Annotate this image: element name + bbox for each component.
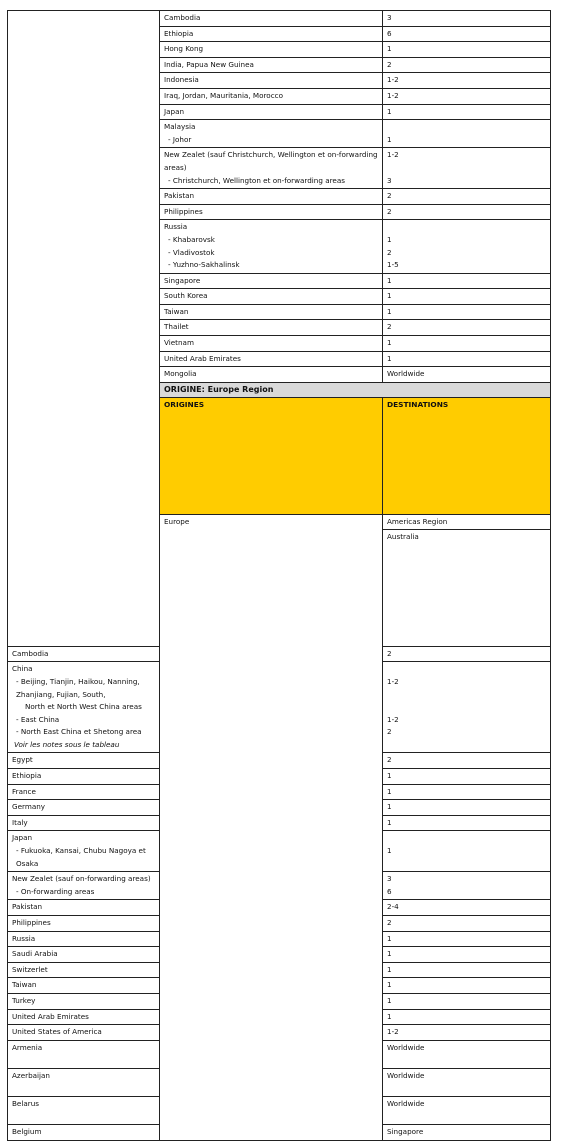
adjustment-value: 1-2 bbox=[387, 150, 399, 160]
destination-cell: Egypt bbox=[8, 753, 160, 769]
adjustment-cell: 1 bbox=[383, 273, 551, 289]
adjustment-cell: 1 bbox=[383, 336, 551, 352]
column-header-origins: ORIGINES bbox=[160, 398, 383, 514]
adjustment-value: 1 bbox=[387, 846, 392, 856]
adjustment-cell bbox=[383, 831, 551, 872]
adjustment-cell: 2 bbox=[383, 320, 551, 336]
origin-cell: Mongolia bbox=[160, 367, 383, 383]
adjustment-cell: 1-2 bbox=[383, 73, 551, 89]
destination-cell: Italy bbox=[8, 815, 160, 831]
destination-cell: Singapore bbox=[383, 1125, 551, 1141]
destination-cell: Taiwan bbox=[160, 304, 383, 320]
adjustment-value: 2 bbox=[387, 727, 392, 737]
destination-cell: Worldwide bbox=[383, 367, 551, 383]
adjustment-cell: 1 bbox=[383, 931, 551, 947]
adjustment-value: 1-2 bbox=[387, 676, 399, 686]
destination-cell bbox=[160, 148, 383, 189]
adjustment-cell: 2 bbox=[383, 57, 551, 73]
destination-cell: Saudi Arabia bbox=[8, 947, 160, 963]
origin-cell: Azerbaijan bbox=[8, 1068, 160, 1096]
adjustment-value: 1-2 bbox=[387, 714, 399, 724]
origin-cell: Belarus bbox=[8, 1097, 160, 1125]
adjustment-cell: 1 bbox=[383, 42, 551, 58]
destination-cell: Switzerlet bbox=[8, 962, 160, 978]
destination-cell: Singapore bbox=[160, 273, 383, 289]
adjustment-cell: 1 bbox=[383, 769, 551, 785]
table-row bbox=[8, 11, 551, 27]
destination-cell bbox=[8, 872, 160, 900]
destination-cell: Indonesia bbox=[160, 73, 383, 89]
adjustment-cell: 6 bbox=[383, 26, 551, 42]
destination-cell: Worldwide bbox=[383, 1040, 551, 1068]
destination-subarea: - Yuzhno-Sakhalinsk bbox=[168, 260, 240, 270]
table-note-reference: Voir les notes sous le tableau bbox=[14, 739, 120, 749]
destination-title: Japan bbox=[12, 833, 33, 843]
adjustment-cell: 1 bbox=[383, 289, 551, 305]
column-header-destinations: DESTINATIONS bbox=[383, 398, 551, 514]
adjustment-cell: 2 bbox=[383, 916, 551, 932]
destination-cell bbox=[160, 120, 383, 148]
destination-cell: Thailet bbox=[160, 320, 383, 336]
destination-title: Malaysia bbox=[164, 122, 196, 132]
adjustment-value: 2 bbox=[387, 247, 392, 257]
destination-cell bbox=[8, 662, 160, 753]
adjustment-cell: 3 bbox=[383, 11, 551, 27]
destination-title: Russia bbox=[164, 222, 188, 232]
adjustment-cell: 1 bbox=[383, 962, 551, 978]
destination-cell: Iraq, Jordan, Mauritania, Morocco bbox=[160, 88, 383, 104]
adjustment-cell: 1 bbox=[383, 815, 551, 831]
adjustment-value: 1 bbox=[387, 134, 392, 144]
destination-cell: South Korea bbox=[160, 289, 383, 305]
destination-subarea: - Johor bbox=[168, 134, 192, 144]
destination-cell: Taiwan bbox=[8, 978, 160, 994]
destination-title: China bbox=[12, 664, 33, 674]
destination-cell: United Arab Emirates bbox=[8, 1009, 160, 1025]
destination-subarea-cont: North et North West China areas bbox=[25, 702, 142, 712]
origin-cell: Armenia bbox=[8, 1040, 160, 1068]
destination-cell: France bbox=[8, 784, 160, 800]
adjustment-cell: 1 bbox=[383, 800, 551, 816]
adjustment-cell: 2 bbox=[383, 204, 551, 220]
adjustment-cell bbox=[383, 220, 551, 273]
destination-cell: Americas Region bbox=[383, 514, 551, 530]
destination-cell bbox=[160, 220, 383, 273]
adjustment-value: 6 bbox=[387, 886, 392, 896]
destination-cell: Worldwide bbox=[383, 1097, 551, 1125]
destination-cell: Philippines bbox=[160, 204, 383, 220]
destination-cell: Turkey bbox=[8, 993, 160, 1009]
adjustment-cell: 1-2 bbox=[383, 1025, 551, 1041]
adjustment-cell: 2-4 bbox=[383, 900, 551, 916]
adjustment-value: 3 bbox=[387, 175, 392, 185]
adjustment-cell: 2 bbox=[383, 753, 551, 769]
adjustment-cell: 1 bbox=[383, 784, 551, 800]
destination-subarea: - North East China et Shetong area bbox=[16, 727, 142, 737]
section-title: ORIGINE: Europe Region bbox=[160, 382, 551, 398]
adjustment-cell: 2 bbox=[383, 646, 551, 662]
adjustment-cell: 1 bbox=[383, 1009, 551, 1025]
adjustment-value: 1 bbox=[387, 234, 392, 244]
destination-cell: Philippines bbox=[8, 916, 160, 932]
origin-cell: Belgium bbox=[8, 1125, 160, 1141]
origin-cell bbox=[8, 11, 160, 647]
adjustment-cell bbox=[383, 872, 551, 900]
adjustment-value: 1-5 bbox=[387, 260, 399, 270]
destination-title: New Zealet (sauf Christchurch, Wellington et on-forwarding bbox=[164, 150, 378, 160]
destination-subarea: - Fukuoka, Kansai, Chubu Nagoya et Osaka bbox=[16, 846, 146, 868]
adjustment-cell: 1 bbox=[383, 104, 551, 120]
destination-subarea: - Vladivostok bbox=[168, 247, 215, 257]
destination-cell: Vietnam bbox=[160, 336, 383, 352]
destination-cell: Japan bbox=[160, 104, 383, 120]
destination-cell: Worldwide bbox=[383, 1068, 551, 1096]
destination-subarea: - Khabarovsk bbox=[168, 234, 215, 244]
destination-cell: Pakistan bbox=[160, 189, 383, 205]
origin-cell: Europe bbox=[160, 514, 383, 1140]
adjustment-cell: 2 bbox=[383, 189, 551, 205]
destination-cell: Pakistan bbox=[8, 900, 160, 916]
destination-cell: Cambodia bbox=[8, 646, 160, 662]
adjustment-cell bbox=[383, 662, 551, 753]
destination-subarea: - East China bbox=[16, 714, 60, 724]
destination-title-cont: areas) bbox=[164, 162, 187, 172]
destination-cell bbox=[8, 831, 160, 872]
destination-cell: Germany bbox=[8, 800, 160, 816]
destination-subarea: - On-forwarding areas bbox=[16, 886, 95, 896]
destination-cell: Australia bbox=[383, 530, 551, 646]
destination-subarea: - Christchurch, Wellington et on-forwarding areas bbox=[168, 175, 345, 185]
destination-cell: Ethiopia bbox=[8, 769, 160, 785]
adjustment-cell: 1 bbox=[383, 304, 551, 320]
adjustment-cell: 1 bbox=[383, 993, 551, 1009]
destination-title: New Zealet (sauf on-forwarding areas) bbox=[12, 874, 151, 884]
adjustment-cell: 1 bbox=[383, 978, 551, 994]
adjustment-cell: 1 bbox=[383, 947, 551, 963]
destination-cell: Russia bbox=[8, 931, 160, 947]
destination-cell: Ethiopia bbox=[160, 26, 383, 42]
destination-cell: Hong Kong bbox=[160, 42, 383, 58]
destination-cell: Cambodia bbox=[160, 11, 383, 27]
adjustment-value: 3 bbox=[387, 874, 392, 884]
destination-subarea: - Beijing, Tianjin, Haikou, Nanning, Zhanjiang, Fujian, South, bbox=[16, 676, 140, 699]
destination-cell: India, Papua New Guinea bbox=[160, 57, 383, 73]
adjustment-cell: 1 bbox=[383, 351, 551, 367]
adjustment-cell bbox=[383, 148, 551, 189]
adjustment-cell: 1-2 bbox=[383, 88, 551, 104]
destination-cell: United States of America bbox=[8, 1025, 160, 1041]
service-adjustment-table bbox=[7, 10, 551, 1141]
adjustment-cell bbox=[383, 120, 551, 148]
destination-cell: United Arab Emirates bbox=[160, 351, 383, 367]
